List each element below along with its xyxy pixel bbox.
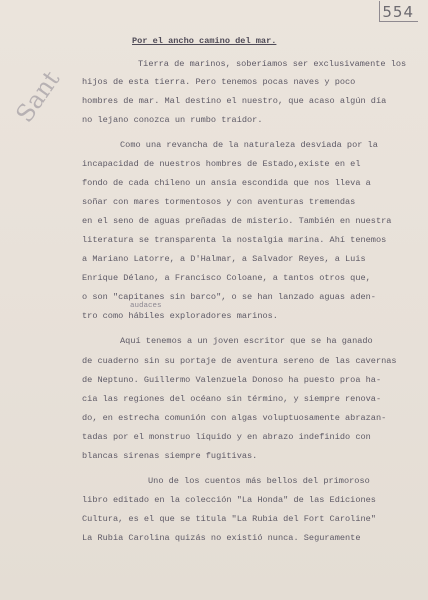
text-line: en el seno de aguas preñadas de misterio. También en nuestra [82,216,392,226]
text-line: o son "capitanes sin barco", o se han lanzado aguas aden- [82,292,376,302]
text-line: Uno de los cuentos más bellos del primoroso [148,476,370,486]
text-line: Cultura, es el que se titula "La Rubia del Fort Caroline" [82,514,376,524]
text-line: Tierra de marinos, soberíamos ser exclusivamente los [138,59,407,69]
text-line: do, en estrecha comunión con algas voluptuosamente abrazan- [82,413,387,423]
text-line: blancas sirenas siempre fugitivas. [82,451,258,461]
text-line: cia las regiones del océano sin término, y siempre renova- [82,394,382,404]
text-line: incapacidad de nuestros hombres de Estado,existe en el [82,159,361,169]
margin-scribble: Sant [10,65,66,128]
text-line: tro como hábiles exploradores marinos. [82,311,278,321]
text-line: tadas por el monstruo líquido y en abrazo indefinido con [82,432,371,442]
text-line: de Neptuno. Guillermo Valenzuela Donoso ha puesto proa ha- [82,375,382,385]
document-title [132,36,276,46]
text-line: no lejano conozca un rumbo traidor. [82,115,263,125]
text-line: fondo de cada chileno un ansia escondida que nos lleva a [82,178,371,188]
text-line: literatura se transparenta la nostalgia marina. Ahí tenemos [82,235,387,245]
text-line: Enrique Délano, a Francisco Coloane, a tantos otros que, [82,273,371,283]
text-line: hijos de esta tierra. Pero tenemos pocas naves y poco [82,77,356,87]
interlinear-insert: audaces [130,302,162,310]
page-number: 554 [382,3,414,21]
text-line: a Mariano Latorre, a D'Halmar, a Salvador Reyes, a Luis [82,254,366,264]
text-line: hombres de mar. Mal destino el nuestro, que acaso algún día [82,96,387,106]
text-line: libro editado en la colección "La Honda" de las Ediciones [82,495,376,505]
text-line: soñar con mares tormentosos y con aventuras tremendas [82,197,356,207]
text-line: Aquí tenemos a un joven escritor que se ha ganado [120,336,373,346]
title-text: Por el ancho camino del mar. [132,36,277,46]
text-line: de cuaderno sin su portaje de aventura sereno de las cavernas [82,356,397,366]
text-line: Como una revancha de la naturaleza desviada por la [120,140,378,150]
text-line: La Rubia Carolina quizás no existió nunca. Seguramente [82,533,361,543]
